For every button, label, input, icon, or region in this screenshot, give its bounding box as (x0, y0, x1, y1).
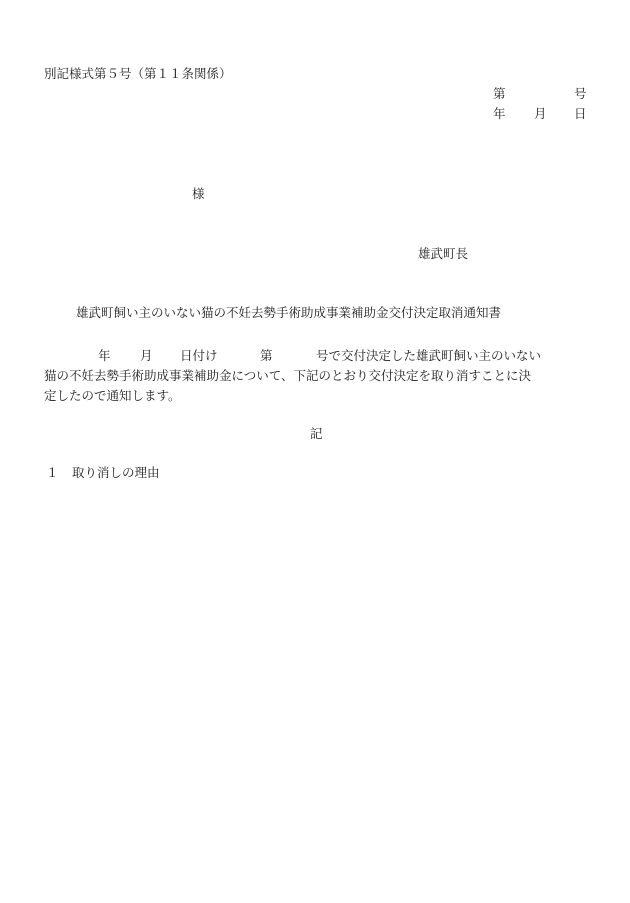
addressee-honorific: 様 (192, 186, 205, 201)
item-label: 取り消しの理由 (72, 465, 160, 480)
body-month-label: 月 (140, 348, 153, 363)
body-line-1-text: 号で交付決定した雄武町飼い主のいない (316, 348, 542, 363)
body-number-label: 第 (260, 348, 273, 363)
body-dated-label: 日付け (180, 348, 218, 363)
issuer-name: 雄武町長 (418, 246, 469, 261)
body-line-1 (44, 346, 574, 366)
document-number-label: 第 (493, 86, 506, 101)
document-title: 雄武町飼い主のいない猫の不妊去勢手術助成事業補助金交付決定取消通知書 (76, 305, 502, 320)
item-number: １ (46, 465, 59, 480)
date-day-label: 日 (574, 106, 587, 121)
body-paragraph (44, 346, 574, 406)
body-line-3: 定したので通知します。 (44, 388, 181, 403)
ki-heading: 記 (310, 426, 323, 441)
date-month-label: 月 (534, 106, 547, 121)
form-number: 別記様式第５号（第１１条関係） (44, 66, 232, 81)
date-year-label: 年 (493, 106, 506, 121)
document-number-suffix: 号 (574, 86, 587, 101)
body-line-2: 猫の不妊去勢手術助成事業補助金について、下記のとおり交付決定を取り消すことに決 (44, 368, 532, 383)
body-year-label: 年 (98, 348, 111, 363)
